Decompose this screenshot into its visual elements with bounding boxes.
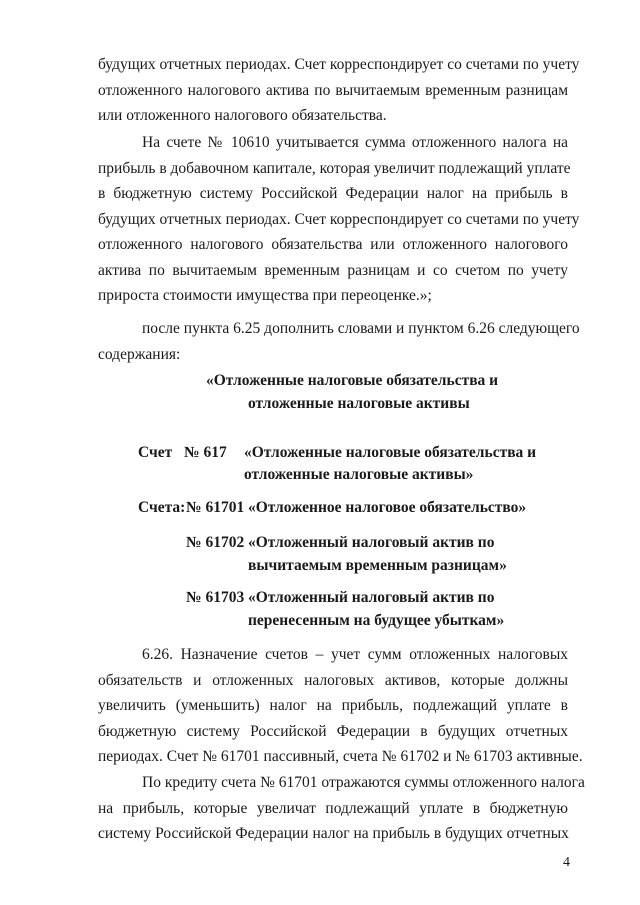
paragraph-account-10610 [98, 130, 580, 309]
text-line: прибыль в добавочном капитале, которая увеличит подлежащий уплате [98, 159, 571, 177]
subaccount-number: № 61701 [186, 499, 245, 516]
text-line: в бюджетную систему Российской Федерации налог на прибыль в [98, 185, 568, 202]
subaccount-title-line2: вычитаемым временным разницам» [248, 557, 507, 574]
text-line: прироста стоимости имущества при переоценке.»; [98, 287, 432, 304]
text-line: будущих отчетных периодах. Счет корреспондирует со счетами по учету [98, 56, 580, 73]
text-line: На счете № 10610 учитывается сумма отложенного налога на [142, 134, 568, 151]
subaccount-number: № 61702 [186, 534, 245, 551]
account-label: Счет [138, 444, 173, 461]
account-number: № 617 [184, 444, 227, 461]
page-number: 4 [563, 855, 570, 870]
paragraph-6-26 [98, 642, 583, 770]
text-line: периодах. Счет № 61701 пассивный, счета № 61702 и № 61703 активные. [98, 748, 583, 765]
subaccount-title-line1: «Отложенный налоговый актив по [248, 589, 495, 606]
text-line: систему Российской Федерации налог на прибыль в будущих отчетных [98, 825, 569, 842]
text-line: обязательств и отложенных налоговых активов, которые должны [98, 671, 568, 689]
text-line: бюджетную систему Российской Федерации в будущих отчетных [98, 722, 568, 740]
text-line: после пункта 6.25 дополнить словами и пунктом 6.26 следующего [142, 320, 580, 337]
paragraph-addition [98, 316, 580, 367]
text-line: на прибыль, которые увеличат подлежащий уплате в бюджетную [98, 799, 568, 817]
subaccount-title-line1: «Отложенный налоговый актив по [248, 534, 495, 551]
account-title-line1: «Отложенные налоговые обязательства и [244, 444, 537, 461]
subaccount-title: «Отложенное налоговое обязательство» [248, 499, 527, 516]
text-line: увеличить (уменьшить) налог на прибыль, подлежащий уплате в [98, 697, 568, 714]
subaccounts-label: Счета: [138, 499, 186, 516]
text-line: или отложенного налогового обязательства. [98, 107, 387, 124]
subaccount-title-line2: перенесенным на будущее убыткам» [248, 612, 505, 629]
text-line: По кредиту счета № 61701 отражаются суммы отложенного налога [142, 774, 585, 791]
paragraph-credit-61701 [98, 770, 585, 847]
text-line: актива по вычитаемым временным разницам и со счетом по учету [98, 261, 568, 279]
text-line: отложенного налогового актива по вычитаемым временным разницам [98, 81, 568, 99]
section-heading-line2: отложенные налоговые активы [248, 395, 470, 412]
paragraph-intro [98, 52, 580, 129]
text-line: отложенного налогового обязательства или отложенного налогового [98, 236, 568, 253]
text-line: 6.26. Назначение счетов – учет сумм отложенных налоговых [142, 646, 568, 663]
section-heading-line1: «Отложенные налоговые обязательства и [206, 372, 499, 389]
text-line: будущих отчетных периодах. Счет корреспондирует со счетами по учету [98, 210, 580, 228]
account-title-line2: отложенные налоговые активы» [244, 466, 474, 483]
text-line: содержания: [98, 345, 181, 363]
subaccount-number: № 61703 [186, 589, 245, 606]
